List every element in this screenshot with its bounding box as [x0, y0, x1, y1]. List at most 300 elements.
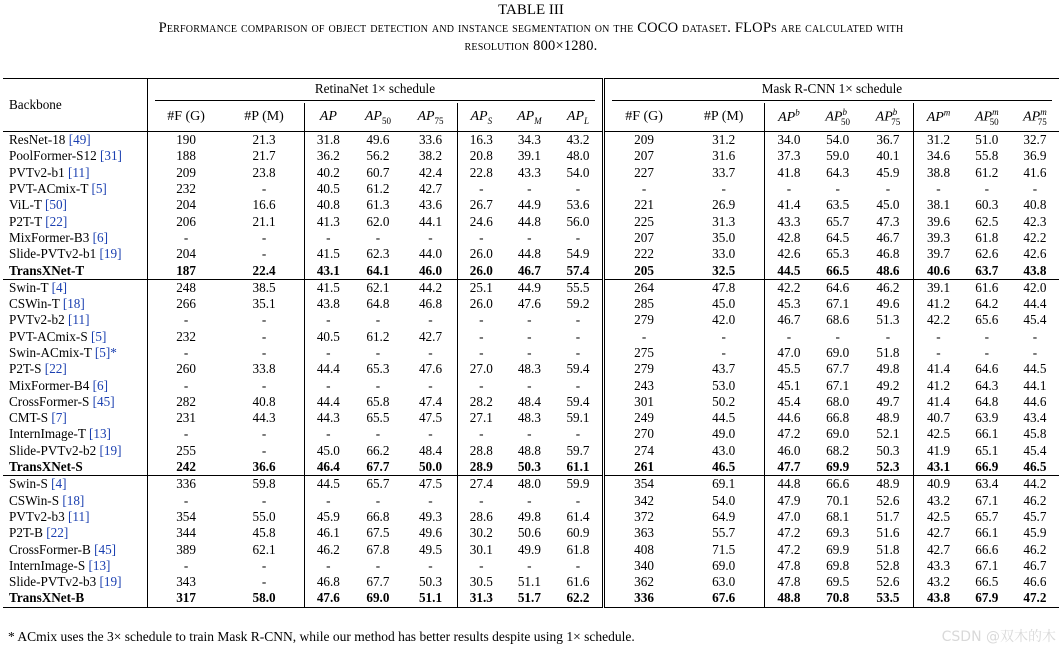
citation-link[interactable]: [19]	[96, 442, 122, 458]
table-cell: 47.2	[765, 525, 813, 541]
table-cell: -	[261, 345, 267, 360]
table-cell: 69.0	[826, 345, 850, 360]
table-cell: 33.6	[404, 132, 457, 149]
table-cell: -	[261, 574, 267, 590]
table-cell: 42.5	[914, 509, 963, 525]
table-row	[3, 476, 1059, 493]
table-cell: 36.7	[863, 132, 914, 149]
table-cell: 42.7	[914, 525, 963, 541]
table-cell: 62.5	[975, 213, 999, 229]
table-cell: 61.6	[566, 574, 590, 590]
citation-link[interactable]: [4]	[48, 279, 68, 295]
table-cell: 31.2	[914, 132, 963, 149]
citation-link[interactable]: [19]	[96, 574, 122, 590]
citation-link[interactable]: [31]	[96, 148, 122, 164]
table-cell: 43.8	[914, 590, 963, 607]
table-row	[3, 377, 1059, 393]
table-row	[3, 132, 1059, 149]
watermark: CSDN @双木的木	[941, 629, 1056, 645]
table-cell: 64.6	[813, 279, 863, 296]
table-cell: 49.8	[876, 361, 900, 377]
citation-link[interactable]: [5]*	[91, 345, 117, 360]
table-cell: 41.5	[304, 279, 351, 296]
col-apm50: $AP^m_{50}$	[974, 107, 999, 127]
citation-link[interactable]: [11]	[64, 508, 90, 524]
table-cell: 46.6	[1023, 574, 1047, 590]
table-cell: 23.8	[252, 164, 276, 180]
table-cell: 67.1	[975, 557, 999, 573]
table-cell: 28.8	[457, 443, 504, 459]
table-cell: 59.1	[566, 410, 590, 426]
table-cell: -	[575, 492, 581, 508]
table-row	[3, 148, 1059, 164]
table-cell: 52.6	[876, 574, 900, 590]
backbone-name: PVTv2-b1 [11]	[9, 164, 90, 180]
table-cell: 52.3	[876, 459, 900, 475]
table-cell: 41.2	[914, 296, 963, 312]
table-cell: -	[457, 493, 504, 509]
table-cell: 59.2	[566, 296, 590, 312]
table-cell: 24.6	[457, 213, 504, 229]
table-cell: 50.2	[712, 393, 736, 409]
table-cell: 190	[148, 132, 225, 149]
backbone-name: MixFormer-B4 [6]	[9, 377, 109, 393]
table-cell: 61.6	[963, 279, 1011, 296]
table-cell: 34.0	[765, 132, 813, 149]
table-cell: 31.3	[457, 590, 504, 607]
table-cell: 48.8	[765, 590, 813, 607]
table-cell: -	[721, 328, 726, 344]
citation-link[interactable]: [11]	[64, 312, 90, 328]
table-cell: -	[304, 377, 351, 393]
table-cell: 40.5	[304, 329, 351, 345]
table-cell: 54.0	[712, 492, 736, 508]
table-cell: 67.7	[366, 574, 390, 590]
table-cell: 46.0	[418, 262, 443, 278]
table-cell: 67.8	[366, 541, 390, 557]
table-cell: 47.7	[765, 459, 813, 476]
table-cell: 47.6	[517, 296, 541, 312]
table-cell: 43.3	[517, 164, 541, 180]
citation-link[interactable]: [5]	[87, 328, 107, 344]
table-cell: -	[148, 377, 225, 393]
table-cell: 67.6	[683, 590, 764, 607]
table-cell: 408	[603, 541, 683, 557]
backbone-name: Swin-S [4]	[3, 476, 148, 493]
table-cell: 59.4	[566, 361, 590, 377]
backbone-name: Swin-T [4]	[3, 279, 148, 296]
table-cell: 42.8	[765, 230, 813, 246]
table-row	[3, 329, 1059, 345]
table-cell: 44.5	[712, 410, 736, 426]
table-row	[3, 541, 1059, 557]
table-cell: 16.3	[457, 132, 504, 149]
table-cell: 66.8	[366, 508, 390, 524]
table-cell: -	[457, 312, 504, 328]
table-cell: 26.9	[712, 197, 736, 213]
citation-link[interactable]: [5]	[88, 181, 107, 197]
table-cell: 44.6	[1023, 393, 1047, 409]
table-cell: -	[304, 426, 351, 442]
table-cell: 45.4	[1023, 442, 1047, 458]
table-cell: 49.6	[352, 132, 404, 149]
citation-link[interactable]: [6]	[89, 229, 109, 245]
table-cell: 67.7	[826, 361, 850, 377]
table-cell: 44.2	[404, 279, 457, 296]
table-cell: 47.8	[765, 558, 813, 574]
table-cell: 49.6	[418, 525, 443, 541]
table-cell: 43.1	[304, 262, 351, 279]
table-cell: 40.8	[1023, 197, 1047, 213]
table-cell: -	[148, 230, 225, 246]
table-cell: 49.7	[876, 393, 900, 409]
table-cell: 30.1	[457, 541, 504, 557]
table-cell: 48.4	[418, 442, 443, 458]
table-cell: 43.6	[418, 197, 443, 213]
col-apl: $AP_L$	[566, 108, 590, 126]
table-cell: 47.5	[418, 410, 443, 426]
table-cell: 42.0	[712, 312, 736, 328]
table-cell: 46.7	[1023, 557, 1047, 573]
table-cell: 43.2	[554, 132, 603, 149]
table-cell: -	[261, 312, 267, 328]
table-cell: -	[575, 557, 581, 573]
citation-link[interactable]: [45]	[89, 393, 115, 409]
citation-link[interactable]: [22]	[42, 525, 69, 541]
table-row	[3, 525, 1059, 541]
table-cell: 31.8	[304, 132, 351, 149]
table-cell: 67.5	[366, 525, 390, 541]
table-cell: 44.9	[505, 279, 554, 296]
table-cell: 47.3	[876, 213, 900, 229]
backbone-name: TransXNet-B	[3, 590, 148, 607]
table-cell: 42.7	[418, 328, 443, 344]
table-cell: 45.8	[1023, 426, 1047, 442]
table-row	[3, 230, 1059, 246]
table-row	[3, 262, 1059, 279]
table-caption	[0, 2, 1062, 55]
table-cell: 47.9	[765, 493, 813, 509]
table-cell: 45.5	[765, 361, 813, 377]
table-cell: 48.9	[876, 410, 900, 426]
table-cell: 50.3	[418, 574, 443, 590]
table-cell: 317	[148, 590, 225, 607]
table-cell: 67.9	[963, 590, 1011, 607]
table-cell: 340	[603, 558, 683, 574]
table-cell: -	[575, 426, 581, 442]
table-cell: 221	[603, 197, 683, 213]
table-cell: 64.3	[826, 164, 850, 180]
table-cell: 48.3	[517, 361, 541, 377]
table-cell: 354	[148, 509, 225, 525]
table-cell: -	[375, 426, 381, 442]
table-cell: 62.1	[252, 541, 276, 557]
table-cell: -	[1032, 181, 1038, 197]
table-cell: 44.4	[304, 394, 351, 410]
table-cell: 45.9	[876, 164, 900, 180]
table-cell: 40.2	[304, 165, 351, 181]
table-cell: 209	[603, 132, 683, 149]
table-cell: 38.1	[914, 197, 963, 213]
table-row	[3, 279, 1059, 296]
table-cell: 260	[148, 361, 225, 377]
table-cell: 188	[148, 148, 225, 164]
retinanet-header: RetinaNet 1× schedule	[148, 79, 604, 104]
table-cell: 48.9	[863, 476, 914, 493]
table-cell: 46.2	[1023, 492, 1047, 508]
table-cell: 301	[603, 394, 683, 410]
table-cell: 47.8	[683, 279, 764, 296]
table-cell: 44.5	[1023, 361, 1047, 377]
table-cell: 42.2	[765, 279, 813, 296]
table-cell: 65.8	[366, 393, 390, 409]
table-cell: 285	[603, 296, 683, 312]
table-cell: 30.5	[457, 574, 504, 590]
table-cell: 47.2	[765, 426, 813, 442]
citation-link[interactable]: [45]	[90, 541, 117, 557]
citation-link[interactable]: [22]	[41, 213, 68, 229]
table-cell: 363	[603, 525, 683, 541]
table-cell: 65.5	[366, 410, 390, 426]
backbone-name: PoolFormer-S12 [31]	[9, 148, 122, 164]
table-cell: 62.1	[352, 279, 404, 296]
col-flops-m: #F (G)	[603, 103, 683, 132]
table-cell: 38.8	[914, 165, 963, 181]
citation-link[interactable]: [22]	[41, 361, 67, 377]
table-cell: -	[984, 181, 989, 197]
table-cell: 61.4	[566, 508, 590, 524]
table-cell: 47.0	[765, 345, 813, 361]
table-cell: 58.0	[224, 590, 304, 607]
table-cell: 43.3	[765, 213, 813, 229]
table-cell: 274	[603, 443, 683, 459]
col-params-r: #P (M)	[244, 109, 284, 124]
citation-link[interactable]: [19]	[96, 246, 122, 262]
table-cell: 39.1	[517, 148, 541, 164]
table-cell: 69.0	[712, 557, 736, 573]
column-header-row	[3, 103, 1059, 132]
citation-link[interactable]: [13]	[85, 557, 111, 573]
table-description-line1: Performance comparison of object detection and instance segmentation on the COCO dataset. FLOPs are calculated with	[158, 20, 904, 36]
backbone-name: PVT-ACmix-S [5]	[9, 328, 107, 344]
table-cell: 227	[603, 165, 683, 181]
table-cell: -	[261, 492, 267, 508]
table-cell: 56.2	[366, 148, 390, 164]
table-cell: 37.3	[765, 148, 813, 164]
table-cell: -	[575, 345, 581, 360]
table-cell: 54.0	[566, 164, 590, 180]
table-cell: 336	[148, 476, 225, 493]
table-cell: 266	[148, 296, 225, 312]
citation-link[interactable]: [18]	[59, 492, 85, 508]
table-cell: 50.3	[876, 442, 900, 458]
citation-link[interactable]: [49]	[65, 132, 91, 148]
table-cell: 279	[603, 312, 683, 328]
table-cell: 44.4	[304, 361, 351, 377]
table-cell: 53.6	[566, 197, 590, 213]
table-cell: 61.1	[566, 459, 590, 475]
table-cell: 231	[148, 410, 225, 426]
table-cell: 48.0	[566, 148, 590, 164]
table-cell: 47.2	[765, 541, 813, 557]
table-cell: 63.7	[975, 262, 999, 278]
table-cell: 232	[148, 181, 225, 197]
maskrcnn-header: Mask R-CNN 1× schedule	[603, 79, 1059, 104]
table-cell: 33.8	[252, 361, 276, 377]
table-cell: 45.0	[712, 296, 736, 312]
table-cell: -	[984, 328, 989, 344]
backbone-name: P2T-T [22]	[9, 213, 68, 229]
table-cell: 28.6	[457, 509, 504, 525]
backbone-name: CrossFormer-B [45]	[9, 541, 117, 557]
citation-link[interactable]: [18]	[59, 296, 85, 312]
table-cell: 57.4	[566, 262, 590, 278]
table-label: TABLE III	[498, 2, 564, 18]
table-cell: 65.7	[826, 213, 850, 229]
table-cell: 372	[603, 509, 683, 525]
citation-link[interactable]: [13]	[85, 426, 111, 442]
table-cell: -	[984, 345, 989, 360]
backbone-name: MixFormer-B3 [6]	[9, 229, 109, 245]
table-cell: 55.8	[975, 148, 999, 164]
table-row	[3, 443, 1059, 459]
table-cell: 39.3	[914, 230, 963, 246]
table-cell: -	[527, 557, 532, 573]
col-aps: $AP_S$	[457, 103, 504, 132]
backbone-name: InternImage-T [13]	[9, 426, 111, 442]
table-cell: 21.1	[252, 213, 276, 229]
table-cell: -	[575, 181, 581, 197]
table-cell: 46.7	[765, 312, 813, 328]
table-cell: 26.0	[457, 262, 504, 279]
table-row	[3, 345, 1059, 361]
citation-link[interactable]: [6]	[89, 377, 109, 393]
table-cell: -	[914, 181, 963, 197]
table-cell: 47.2	[1011, 590, 1059, 607]
table-cell: 36.2	[304, 148, 351, 164]
table-cell: 207	[603, 230, 683, 246]
table-row	[3, 246, 1059, 262]
col-apb75: $AP^b_{75}$	[875, 107, 901, 127]
citation-link[interactable]: [7]	[48, 410, 67, 426]
table-cell: 48.3	[517, 410, 541, 426]
table-cell: 48.8	[517, 442, 541, 458]
table-cell: -	[914, 345, 963, 361]
table-cell: 16.6	[252, 197, 276, 213]
table-cell: 41.4	[914, 394, 963, 410]
table-cell: -	[721, 345, 726, 360]
table-cell: 21.7	[252, 148, 276, 164]
table-cell: -	[375, 377, 381, 393]
table-cell: 60.3	[975, 197, 999, 213]
table-cell: -	[527, 328, 532, 344]
table-cell: 68.1	[826, 508, 850, 524]
table-cell: -	[375, 557, 381, 573]
table-cell: 61.3	[366, 197, 390, 213]
table-cell: 225	[603, 213, 683, 229]
table-cell: 22.4	[252, 262, 276, 278]
citation-link[interactable]: [4]	[47, 476, 67, 492]
table-cell: 49.0	[712, 426, 736, 442]
backbone-name: TransXNet-S	[9, 459, 83, 475]
table-cell: 50.0	[418, 459, 443, 475]
backbone-name: ResNet-18 [49]	[3, 132, 148, 149]
table-cell: 42.5	[914, 426, 963, 442]
table-cell: 44.4	[1023, 296, 1047, 312]
table-cell: 45.0	[304, 443, 351, 459]
table-cell: 36.9	[1023, 148, 1047, 164]
table-cell: 66.6	[813, 476, 863, 493]
table-cell: 69.0	[826, 426, 850, 442]
table-row	[3, 426, 1059, 442]
table-cell: 26.0	[457, 246, 504, 262]
table-cell: 66.2	[366, 442, 390, 458]
table-row	[3, 493, 1059, 509]
backbone-name: CrossFormer-S [45]	[9, 393, 115, 409]
table-cell: 69.5	[826, 574, 850, 590]
table-cell: 45.4	[1023, 312, 1047, 328]
table-cell: -	[457, 345, 504, 361]
table-cell: 27.1	[457, 410, 504, 426]
citation-link[interactable]: [50]	[41, 197, 67, 213]
table-cell: 63.5	[826, 197, 850, 213]
table-cell: 44.8	[765, 476, 813, 493]
table-cell: 48.6	[876, 262, 900, 278]
table-cell: 255	[148, 443, 225, 459]
table-cell: 55.7	[712, 525, 736, 541]
table-cell: 64.2	[975, 296, 999, 312]
table-cell: 40.5	[304, 181, 351, 197]
table-cell: 44.8	[517, 246, 541, 262]
table-cell: 66.9	[975, 459, 999, 475]
table-cell: 275	[603, 345, 683, 361]
table-cell: -	[575, 328, 581, 344]
table-row	[3, 213, 1059, 229]
table-cell: 66.1	[975, 426, 999, 442]
table-cell: 342	[603, 493, 683, 509]
table-cell: 69.0	[352, 590, 404, 607]
table-cell: 42.6	[1023, 246, 1047, 262]
citation-link[interactable]: [11]	[64, 164, 90, 180]
table-cell: 249	[603, 410, 683, 426]
table-cell: 43.7	[712, 361, 736, 377]
table-cell: -	[603, 329, 683, 345]
backbone-name: Slide-PVTv2-b2 [19]	[9, 442, 122, 458]
table-cell: -	[835, 328, 840, 344]
table-cell: 41.6	[1023, 164, 1047, 180]
table-cell: -	[575, 377, 581, 393]
table-cell: 51.6	[876, 525, 900, 541]
table-cell: 67.1	[975, 492, 999, 508]
table-cell: 53.0	[712, 377, 736, 393]
table-cell: -	[261, 229, 267, 245]
table-cell: -	[428, 345, 433, 360]
table-cell: -	[914, 329, 963, 345]
table-cell: -	[721, 181, 726, 197]
table-cell: 66.1	[975, 525, 999, 541]
table-cell: 39.1	[914, 279, 963, 296]
table-cell: 204	[148, 197, 225, 213]
table-cell: 354	[603, 476, 683, 493]
table-cell: -	[148, 345, 225, 361]
table-cell: -	[375, 229, 381, 245]
table-cell: -	[575, 229, 581, 245]
table-cell: -	[457, 558, 504, 574]
table-cell: 32.5	[712, 262, 736, 278]
table-cell: 67.1	[826, 377, 850, 393]
table-cell: -	[148, 426, 225, 442]
table-cell: 46.8	[876, 246, 900, 262]
